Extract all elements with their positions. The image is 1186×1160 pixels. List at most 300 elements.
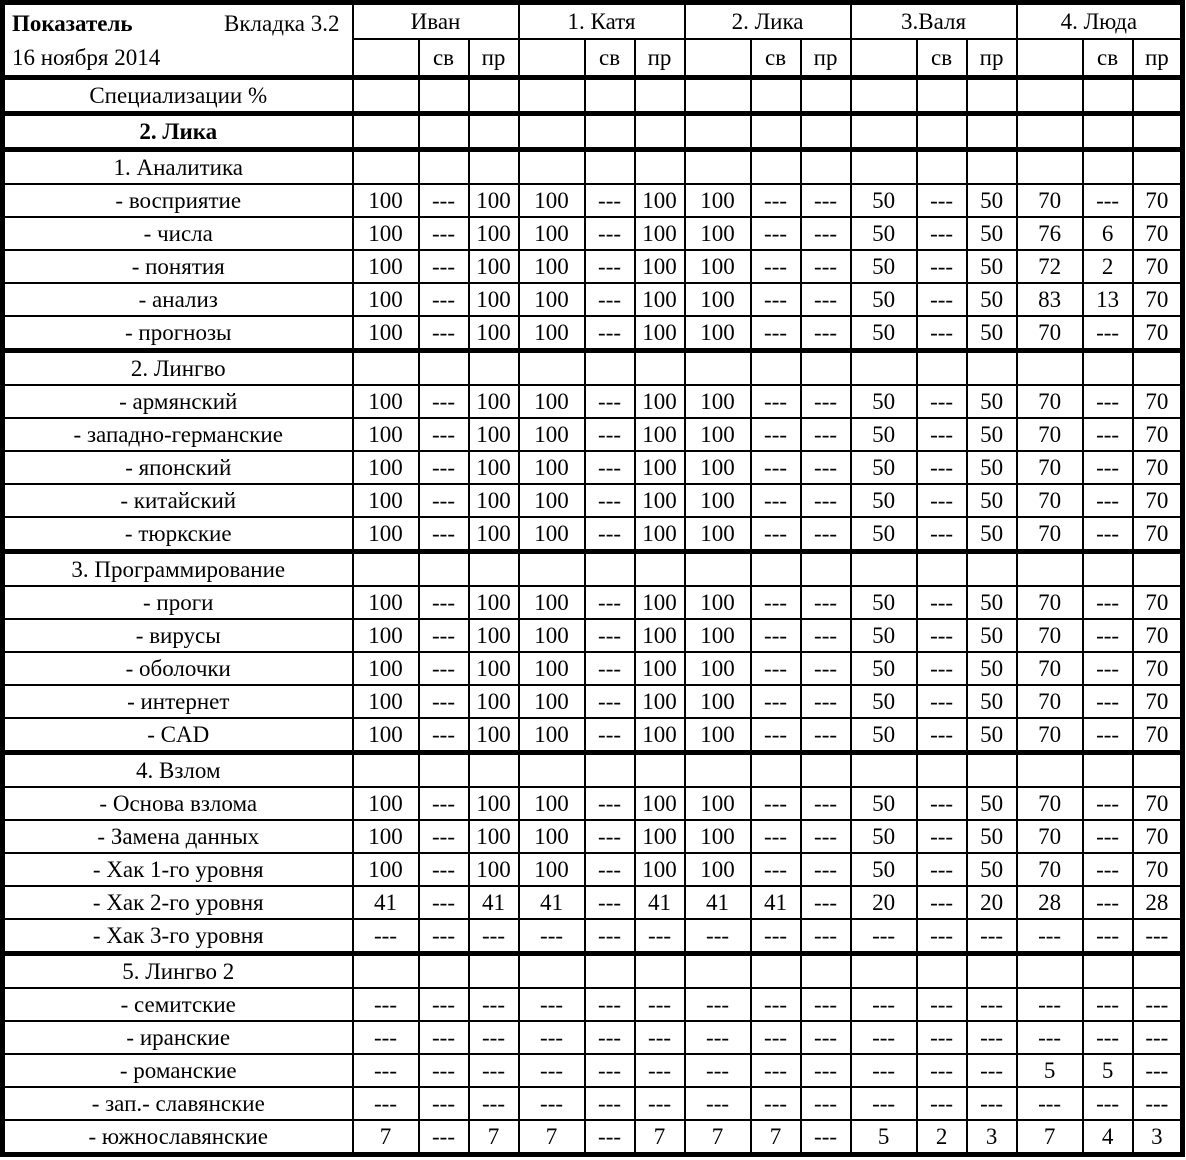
data-cell — [353, 954, 419, 989]
data-cell: --- — [585, 451, 635, 484]
data-cell: --- — [1083, 1087, 1133, 1120]
data-cell: 70 — [1133, 451, 1183, 484]
data-cell: --- — [685, 1087, 751, 1120]
data-cell: --- — [751, 517, 801, 552]
data-cell: 100 — [685, 250, 751, 283]
data-cell: --- — [1083, 886, 1133, 919]
data-cell: --- — [917, 184, 967, 217]
data-cell: --- — [1083, 385, 1133, 418]
data-cell — [1083, 753, 1133, 788]
data-cell: 50 — [967, 451, 1017, 484]
data-cell: 100 — [353, 586, 419, 619]
data-cell — [635, 150, 685, 185]
data-cell: --- — [685, 919, 751, 954]
data-cell: 100 — [469, 316, 519, 351]
subheader-label: св — [585, 39, 635, 78]
data-cell — [685, 351, 751, 386]
data-cell: 5 — [851, 1120, 917, 1155]
data-cell: 100 — [353, 718, 419, 753]
subheader-blank-cell — [851, 39, 917, 78]
data-cell: 72 — [1017, 250, 1083, 283]
row-label: - южнославянские — [3, 1120, 353, 1155]
data-cell — [519, 954, 585, 989]
data-cell: 100 — [519, 718, 585, 753]
table-row — [3, 1021, 1183, 1054]
data-cell: --- — [967, 1087, 1017, 1120]
data-cell: 50 — [851, 718, 917, 753]
data-cell: 41 — [469, 886, 519, 919]
data-cell: 50 — [967, 385, 1017, 418]
data-cell: 50 — [967, 820, 1017, 853]
data-cell: --- — [419, 1054, 469, 1087]
data-cell: 100 — [635, 787, 685, 820]
data-cell — [967, 351, 1017, 386]
data-cell: 100 — [519, 853, 585, 886]
data-cell: 70 — [1133, 652, 1183, 685]
data-cell: --- — [585, 718, 635, 753]
data-cell: 50 — [967, 250, 1017, 283]
row-label: - анализ — [3, 283, 353, 316]
data-cell: --- — [917, 853, 967, 886]
data-cell: 100 — [353, 418, 419, 451]
subheader-label: св — [751, 39, 801, 78]
data-cell: 100 — [519, 484, 585, 517]
row-label: - Замена данных — [3, 820, 353, 853]
row-label: - Хак 1-го уровня — [3, 853, 353, 886]
person-column-header: Иван — [353, 3, 519, 39]
data-cell: --- — [967, 1054, 1017, 1087]
data-cell: 50 — [967, 184, 1017, 217]
data-cell: 70 — [1017, 451, 1083, 484]
data-cell: 100 — [685, 820, 751, 853]
table-row — [3, 886, 1183, 919]
data-cell — [967, 78, 1017, 114]
data-cell: --- — [801, 451, 851, 484]
data-cell: --- — [751, 820, 801, 853]
data-cell: 50 — [851, 418, 917, 451]
data-cell: --- — [917, 283, 967, 316]
data-cell: --- — [751, 919, 801, 954]
data-cell: --- — [801, 517, 851, 552]
data-cell: --- — [751, 484, 801, 517]
data-cell: --- — [585, 316, 635, 351]
data-cell: --- — [635, 988, 685, 1021]
data-cell: --- — [851, 1054, 917, 1087]
data-cell: --- — [585, 1087, 635, 1120]
data-cell: --- — [851, 1087, 917, 1120]
data-cell — [751, 954, 801, 989]
data-cell: --- — [419, 184, 469, 217]
data-cell — [685, 150, 751, 185]
data-cell — [353, 78, 419, 114]
data-cell: --- — [751, 418, 801, 451]
subheader-label: пр — [801, 39, 851, 78]
data-cell: 50 — [851, 787, 917, 820]
data-cell: 50 — [851, 652, 917, 685]
data-cell — [1083, 351, 1133, 386]
data-cell: --- — [419, 385, 469, 418]
data-cell — [751, 351, 801, 386]
data-cell: --- — [1083, 418, 1133, 451]
data-cell: --- — [585, 517, 635, 552]
data-cell — [1083, 552, 1133, 587]
data-cell: --- — [751, 283, 801, 316]
data-cell: 70 — [1017, 652, 1083, 685]
subheader-label: св — [419, 39, 469, 78]
data-cell — [751, 753, 801, 788]
data-cell — [353, 552, 419, 587]
section-row — [3, 954, 1183, 989]
data-cell: --- — [801, 184, 851, 217]
data-cell: --- — [751, 451, 801, 484]
subheader-label: пр — [635, 39, 685, 78]
data-cell — [585, 954, 635, 989]
data-cell: --- — [751, 1087, 801, 1120]
data-cell — [1017, 351, 1083, 386]
data-cell: --- — [469, 1054, 519, 1087]
data-cell: 100 — [353, 385, 419, 418]
tab-label: Вкладка 3.2 — [224, 11, 340, 36]
data-cell: --- — [419, 250, 469, 283]
data-cell — [519, 552, 585, 587]
data-cell: 100 — [685, 217, 751, 250]
data-cell — [801, 954, 851, 989]
data-cell: --- — [585, 418, 635, 451]
data-cell — [751, 78, 801, 114]
data-cell — [967, 552, 1017, 587]
person-column-header: 1. Катя — [519, 3, 685, 39]
data-cell: 100 — [685, 484, 751, 517]
corner-header-cell — [3, 3, 353, 78]
data-cell: --- — [917, 418, 967, 451]
table-row — [3, 718, 1183, 753]
row-label: - CAD — [3, 718, 353, 753]
data-cell: 6 — [1083, 217, 1133, 250]
data-cell: 70 — [1133, 685, 1183, 718]
data-cell — [469, 351, 519, 386]
data-cell: --- — [585, 1054, 635, 1087]
row-label: - китайский — [3, 484, 353, 517]
data-cell — [917, 150, 967, 185]
data-cell — [801, 552, 851, 587]
data-cell: --- — [353, 988, 419, 1021]
data-cell: --- — [1083, 988, 1133, 1021]
data-cell: 100 — [519, 685, 585, 718]
data-cell — [1083, 150, 1133, 185]
subheader-label: пр — [967, 39, 1017, 78]
data-cell: 100 — [519, 217, 585, 250]
data-cell: --- — [917, 250, 967, 283]
data-cell: 70 — [1133, 718, 1183, 753]
data-cell: 83 — [1017, 283, 1083, 316]
data-cell — [851, 753, 917, 788]
data-cell: 100 — [635, 283, 685, 316]
table-title: Показатель — [12, 11, 133, 36]
data-cell: --- — [419, 1120, 469, 1155]
data-cell: 100 — [635, 217, 685, 250]
data-cell: --- — [469, 1021, 519, 1054]
data-cell: 70 — [1133, 283, 1183, 316]
data-cell: --- — [685, 1054, 751, 1087]
table-row — [3, 484, 1183, 517]
data-cell: --- — [751, 718, 801, 753]
table-row — [3, 451, 1183, 484]
data-cell: 100 — [519, 250, 585, 283]
subheader-label: св — [1083, 39, 1133, 78]
data-cell: 50 — [967, 685, 1017, 718]
data-cell — [635, 552, 685, 587]
data-cell — [353, 150, 419, 185]
data-cell: 100 — [469, 385, 519, 418]
data-cell: 50 — [851, 184, 917, 217]
data-cell: 70 — [1017, 484, 1083, 517]
row-label: - прогнозы — [3, 316, 353, 351]
data-cell: --- — [801, 283, 851, 316]
data-cell: 20 — [851, 886, 917, 919]
row-label: - Основа взлома — [3, 787, 353, 820]
data-cell: --- — [801, 787, 851, 820]
data-cell: 100 — [353, 820, 419, 853]
data-cell: --- — [635, 919, 685, 954]
data-cell: 100 — [469, 484, 519, 517]
data-cell: 100 — [353, 283, 419, 316]
section-row — [3, 552, 1183, 587]
table-header — [3, 3, 1183, 78]
data-cell: --- — [419, 418, 469, 451]
data-cell: 100 — [635, 619, 685, 652]
data-cell: --- — [801, 988, 851, 1021]
corner-line-1 — [5, 5, 352, 41]
data-cell — [1083, 78, 1133, 114]
data-cell — [801, 150, 851, 185]
data-cell: 70 — [1017, 718, 1083, 753]
data-cell — [469, 753, 519, 788]
data-cell: 50 — [967, 619, 1017, 652]
data-cell: 70 — [1133, 787, 1183, 820]
data-cell: --- — [751, 316, 801, 351]
group-header-row — [3, 3, 1183, 39]
data-cell: --- — [1017, 988, 1083, 1021]
data-cell: 50 — [851, 484, 917, 517]
data-cell — [353, 351, 419, 386]
row-label: - интернет — [3, 685, 353, 718]
data-cell: 3 — [967, 1120, 1017, 1155]
data-cell: 100 — [519, 820, 585, 853]
table-row — [3, 1120, 1183, 1155]
data-cell: 41 — [519, 886, 585, 919]
data-cell: 70 — [1133, 217, 1183, 250]
data-cell: --- — [1083, 652, 1133, 685]
data-cell: 70 — [1017, 316, 1083, 351]
data-cell: --- — [585, 1021, 635, 1054]
data-cell — [1133, 78, 1183, 114]
data-cell: --- — [419, 718, 469, 753]
data-cell: 100 — [469, 619, 519, 652]
data-cell: --- — [917, 820, 967, 853]
data-cell: --- — [419, 652, 469, 685]
data-cell: 70 — [1133, 853, 1183, 886]
data-cell: --- — [801, 316, 851, 351]
data-cell: --- — [967, 988, 1017, 1021]
data-cell: 7 — [751, 1120, 801, 1155]
data-cell: --- — [801, 1054, 851, 1087]
data-cell: 50 — [967, 586, 1017, 619]
row-label: 3. Программирование — [3, 552, 353, 587]
data-cell: 2 — [1083, 250, 1133, 283]
data-cell: --- — [801, 385, 851, 418]
data-cell: 100 — [519, 517, 585, 552]
data-cell: --- — [585, 1120, 635, 1155]
data-cell: 100 — [685, 718, 751, 753]
data-cell — [685, 552, 751, 587]
data-cell: 50 — [851, 385, 917, 418]
data-cell — [519, 78, 585, 114]
subheader-label: пр — [1133, 39, 1183, 78]
data-cell: --- — [1083, 919, 1133, 954]
data-cell — [801, 114, 851, 150]
data-cell — [851, 552, 917, 587]
data-cell: --- — [1083, 1021, 1133, 1054]
data-cell: --- — [967, 919, 1017, 954]
data-cell: 100 — [353, 451, 419, 484]
data-cell — [1133, 351, 1183, 386]
data-cell — [419, 114, 469, 150]
row-label: - понятия — [3, 250, 353, 283]
data-cell: 100 — [469, 418, 519, 451]
data-cell: --- — [1083, 484, 1133, 517]
data-cell: --- — [1083, 718, 1133, 753]
data-cell: --- — [635, 1021, 685, 1054]
subheader-label: св — [917, 39, 967, 78]
data-cell: 100 — [469, 283, 519, 316]
data-cell: 100 — [519, 283, 585, 316]
data-cell: 100 — [635, 316, 685, 351]
data-cell: 7 — [635, 1120, 685, 1155]
data-cell: --- — [1133, 1054, 1183, 1087]
data-cell — [967, 753, 1017, 788]
subheader-label: пр — [469, 39, 519, 78]
data-cell: 100 — [685, 184, 751, 217]
data-cell: --- — [635, 1087, 685, 1120]
data-cell: --- — [419, 517, 469, 552]
data-cell: --- — [419, 484, 469, 517]
data-cell: 5 — [1017, 1054, 1083, 1087]
data-cell: 50 — [967, 517, 1017, 552]
data-cell: --- — [751, 1021, 801, 1054]
data-cell: 100 — [353, 787, 419, 820]
data-cell: 50 — [967, 316, 1017, 351]
data-cell: --- — [585, 250, 635, 283]
data-cell: --- — [353, 1054, 419, 1087]
data-cell: 41 — [751, 886, 801, 919]
data-cell: 100 — [635, 517, 685, 552]
data-cell — [519, 114, 585, 150]
data-cell: 70 — [1133, 586, 1183, 619]
data-cell: --- — [917, 652, 967, 685]
data-cell: 100 — [519, 184, 585, 217]
data-cell — [851, 78, 917, 114]
data-cell: --- — [917, 718, 967, 753]
table-row — [3, 283, 1183, 316]
data-cell: --- — [419, 316, 469, 351]
data-cell: 50 — [967, 484, 1017, 517]
subheader-blank-cell — [685, 39, 751, 78]
data-cell: 7 — [1017, 1120, 1083, 1155]
data-cell: --- — [917, 1021, 967, 1054]
table-row — [3, 853, 1183, 886]
date-label: 16 ноября 2014 — [12, 45, 161, 70]
data-cell: 100 — [685, 853, 751, 886]
data-cell — [1017, 954, 1083, 989]
data-cell: --- — [917, 886, 967, 919]
data-cell — [419, 78, 469, 114]
data-cell: 100 — [635, 484, 685, 517]
data-cell: --- — [751, 685, 801, 718]
subject-row — [3, 114, 1183, 150]
data-cell: --- — [917, 787, 967, 820]
data-cell — [353, 114, 419, 150]
data-cell: 7 — [519, 1120, 585, 1155]
data-cell — [353, 753, 419, 788]
data-cell: --- — [917, 484, 967, 517]
row-label: - оболочки — [3, 652, 353, 685]
data-cell: 100 — [469, 451, 519, 484]
row-label: 1. Аналитика — [3, 150, 353, 185]
data-cell — [1133, 753, 1183, 788]
data-cell: 100 — [685, 316, 751, 351]
data-cell: 100 — [685, 685, 751, 718]
data-cell — [967, 954, 1017, 989]
data-cell — [1017, 114, 1083, 150]
data-cell: --- — [967, 1021, 1017, 1054]
data-cell — [469, 78, 519, 114]
data-cell: 100 — [469, 217, 519, 250]
data-cell: 7 — [469, 1120, 519, 1155]
data-cell: 100 — [685, 385, 751, 418]
data-cell: --- — [917, 517, 967, 552]
data-cell: 100 — [469, 250, 519, 283]
data-cell: --- — [419, 988, 469, 1021]
data-cell: --- — [635, 1054, 685, 1087]
data-cell: --- — [917, 988, 967, 1021]
data-cell: 41 — [353, 886, 419, 919]
data-cell: 100 — [519, 787, 585, 820]
data-cell: --- — [1083, 517, 1133, 552]
data-cell — [751, 150, 801, 185]
data-cell — [419, 150, 469, 185]
data-cell — [635, 351, 685, 386]
data-cell: 70 — [1133, 250, 1183, 283]
data-cell — [801, 351, 851, 386]
person-column-header: 4. Люда — [1017, 3, 1183, 39]
data-cell: 2 — [917, 1120, 967, 1155]
data-cell: 100 — [685, 586, 751, 619]
data-cell — [419, 954, 469, 989]
data-cell: --- — [1083, 787, 1133, 820]
table-body — [3, 78, 1183, 1155]
data-cell — [419, 351, 469, 386]
row-label: - восприятие — [3, 184, 353, 217]
data-cell — [851, 351, 917, 386]
data-cell: 70 — [1017, 517, 1083, 552]
data-cell: 100 — [635, 184, 685, 217]
data-cell: --- — [585, 853, 635, 886]
data-cell: --- — [801, 619, 851, 652]
data-cell: --- — [585, 820, 635, 853]
data-cell — [917, 351, 967, 386]
data-cell: --- — [585, 619, 635, 652]
data-cell: 100 — [469, 586, 519, 619]
